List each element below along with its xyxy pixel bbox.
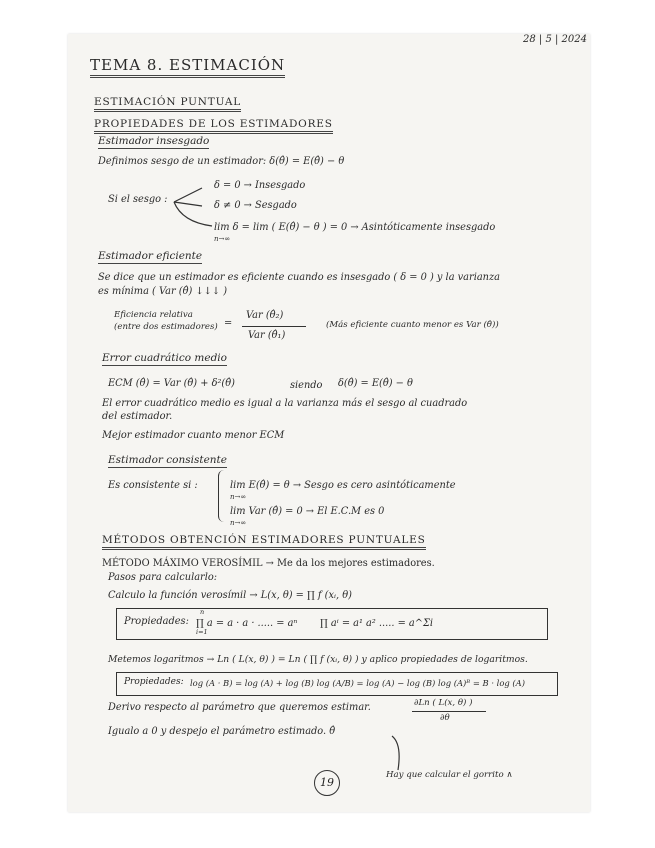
step3-numerator: ∂Ln ( L(x, θ) ) — [414, 698, 473, 708]
consistente-cond1: lim E(θ̂) = θ → Sesgo es cero asintóticamente — [230, 480, 456, 491]
case-sesgado: δ ≠ 0 → Sesgado — [214, 200, 297, 211]
heading-insesgado: Estimador insesgado — [98, 135, 210, 147]
eficiente-line1: Se dice que un estimador es eficiente cuando es insesgado ( δ = 0 ) y la varianza — [98, 272, 500, 283]
brace-arrows — [172, 182, 222, 242]
hook-arrow — [388, 734, 408, 774]
fraction-bar — [242, 326, 306, 327]
heading-metodos: MÉTODOS OBTENCIÓN ESTIMADORES PUNTUALES — [102, 534, 426, 550]
eficiencia-equals: = — [224, 318, 233, 329]
step-2: Metemos logaritmos → Ln ( L(x, θ) ) = Ln ( ∏ f (xᵢ, θ) ) y aplico propiedades de logaritmos. — [108, 654, 528, 665]
step-4: Igualo a 0 y despejo el parámetro estimado. θ̂ — [108, 726, 336, 737]
side-note: Hay que calcular el gorrito ∧ — [386, 770, 513, 780]
eficiencia-sublabel: (entre dos estimadores) — [114, 322, 218, 332]
page-title: TEMA 8. ESTIMACIÓN — [90, 56, 285, 78]
eficiencia-numerator: Var (θ̂₂) — [246, 310, 284, 321]
section-estimacion-puntual: ESTIMACIÓN PUNTUAL — [94, 96, 241, 112]
section-propiedades: PROPIEDADES DE LOS ESTIMADORES — [94, 118, 333, 134]
box1-label: Propiedades: — [124, 616, 189, 627]
ecm-line1: El error cuadrático medio es igual a la varianza más el sesgo al cuadrado — [102, 398, 468, 409]
box2-label: Propiedades: — [124, 677, 184, 687]
case-insesgado: δ = 0 → Insesgado — [214, 180, 306, 191]
heading-consistente: Estimador consistente — [108, 454, 227, 466]
brace — [218, 470, 225, 522]
box2-formulas: log (A · B) = log (A) + log (B) log (A/B) = log (A) − log (B) log (A)ᴮ = B · log (A) — [190, 678, 525, 688]
consistente-es-si: Es consistente si : — [108, 480, 198, 491]
ecm-line2: del estimador. — [102, 411, 173, 422]
eficiencia-label: Eficiencia relativa — [114, 310, 193, 320]
ecm-formula: ECM (θ̂) = Var (θ̂) + δ²(θ̂) — [108, 378, 235, 389]
lim-subscript-1: n→∞ — [230, 493, 247, 501]
ecm-sesgo-formula: δ(θ̂) = E(θ̂) − θ — [338, 378, 413, 389]
step3-denominator: ∂θ — [440, 713, 450, 723]
lim-subscript-2: n→∞ — [230, 519, 247, 527]
metodo-mv: MÉTODO MÁXIMO VEROSÍMIL → Me da los mejores estimadores. — [102, 558, 435, 569]
heading-ecm: Error cuadrático medio — [102, 352, 227, 364]
case-asintotico: lim δ = lim ( E(θ̂) − θ ) = 0 → Asintóticamente insesgado — [214, 222, 496, 233]
box1-index-top: n — [200, 608, 205, 616]
box1-formula-a: ∏ a = a · a · ..... = aⁿ — [196, 618, 298, 629]
ecm-siendo: siendo — [290, 380, 323, 391]
box1-formula-b: ∏ aⁱ = a¹ a² ..... = a^Σi — [320, 618, 434, 629]
lim-subscript: n→∞ — [214, 235, 231, 243]
step-3: Derivo respecto al parámetro que queremos estimar. — [108, 702, 371, 713]
date: 28 | 5 | 2024 — [523, 34, 587, 45]
step-1: Calculo la función verosímil → L(x, θ) = ∏ f (xᵢ, θ) — [108, 590, 352, 601]
eficiencia-note: (Más eficiente cuanto menor es Var (θ̂)) — [326, 320, 499, 330]
page-number: 19 — [314, 770, 340, 796]
box1-index-bottom: i=1 — [196, 628, 208, 636]
si-sesgo-label: Si el sesgo : — [108, 194, 168, 205]
consistente-cond2: lim Var (θ̂) = 0 → El E.C.M es 0 — [230, 506, 385, 517]
pasos-label: Pasos para calcularlo: — [108, 572, 218, 583]
eficiencia-denominator: Var (θ̂₁) — [248, 330, 286, 341]
notebook-page — [68, 34, 590, 812]
ecm-line3: Mejor estimador cuanto menor ECM — [102, 430, 285, 441]
sesgo-definition: Definimos sesgo de un estimador: δ(θ̂) = E(θ̂) − θ — [98, 156, 345, 167]
eficiente-line2: es mínima ( Var (θ̂) ↓↓↓ ) — [98, 286, 228, 297]
heading-eficiente: Estimador eficiente — [98, 250, 203, 262]
derivative-bar — [412, 711, 486, 712]
